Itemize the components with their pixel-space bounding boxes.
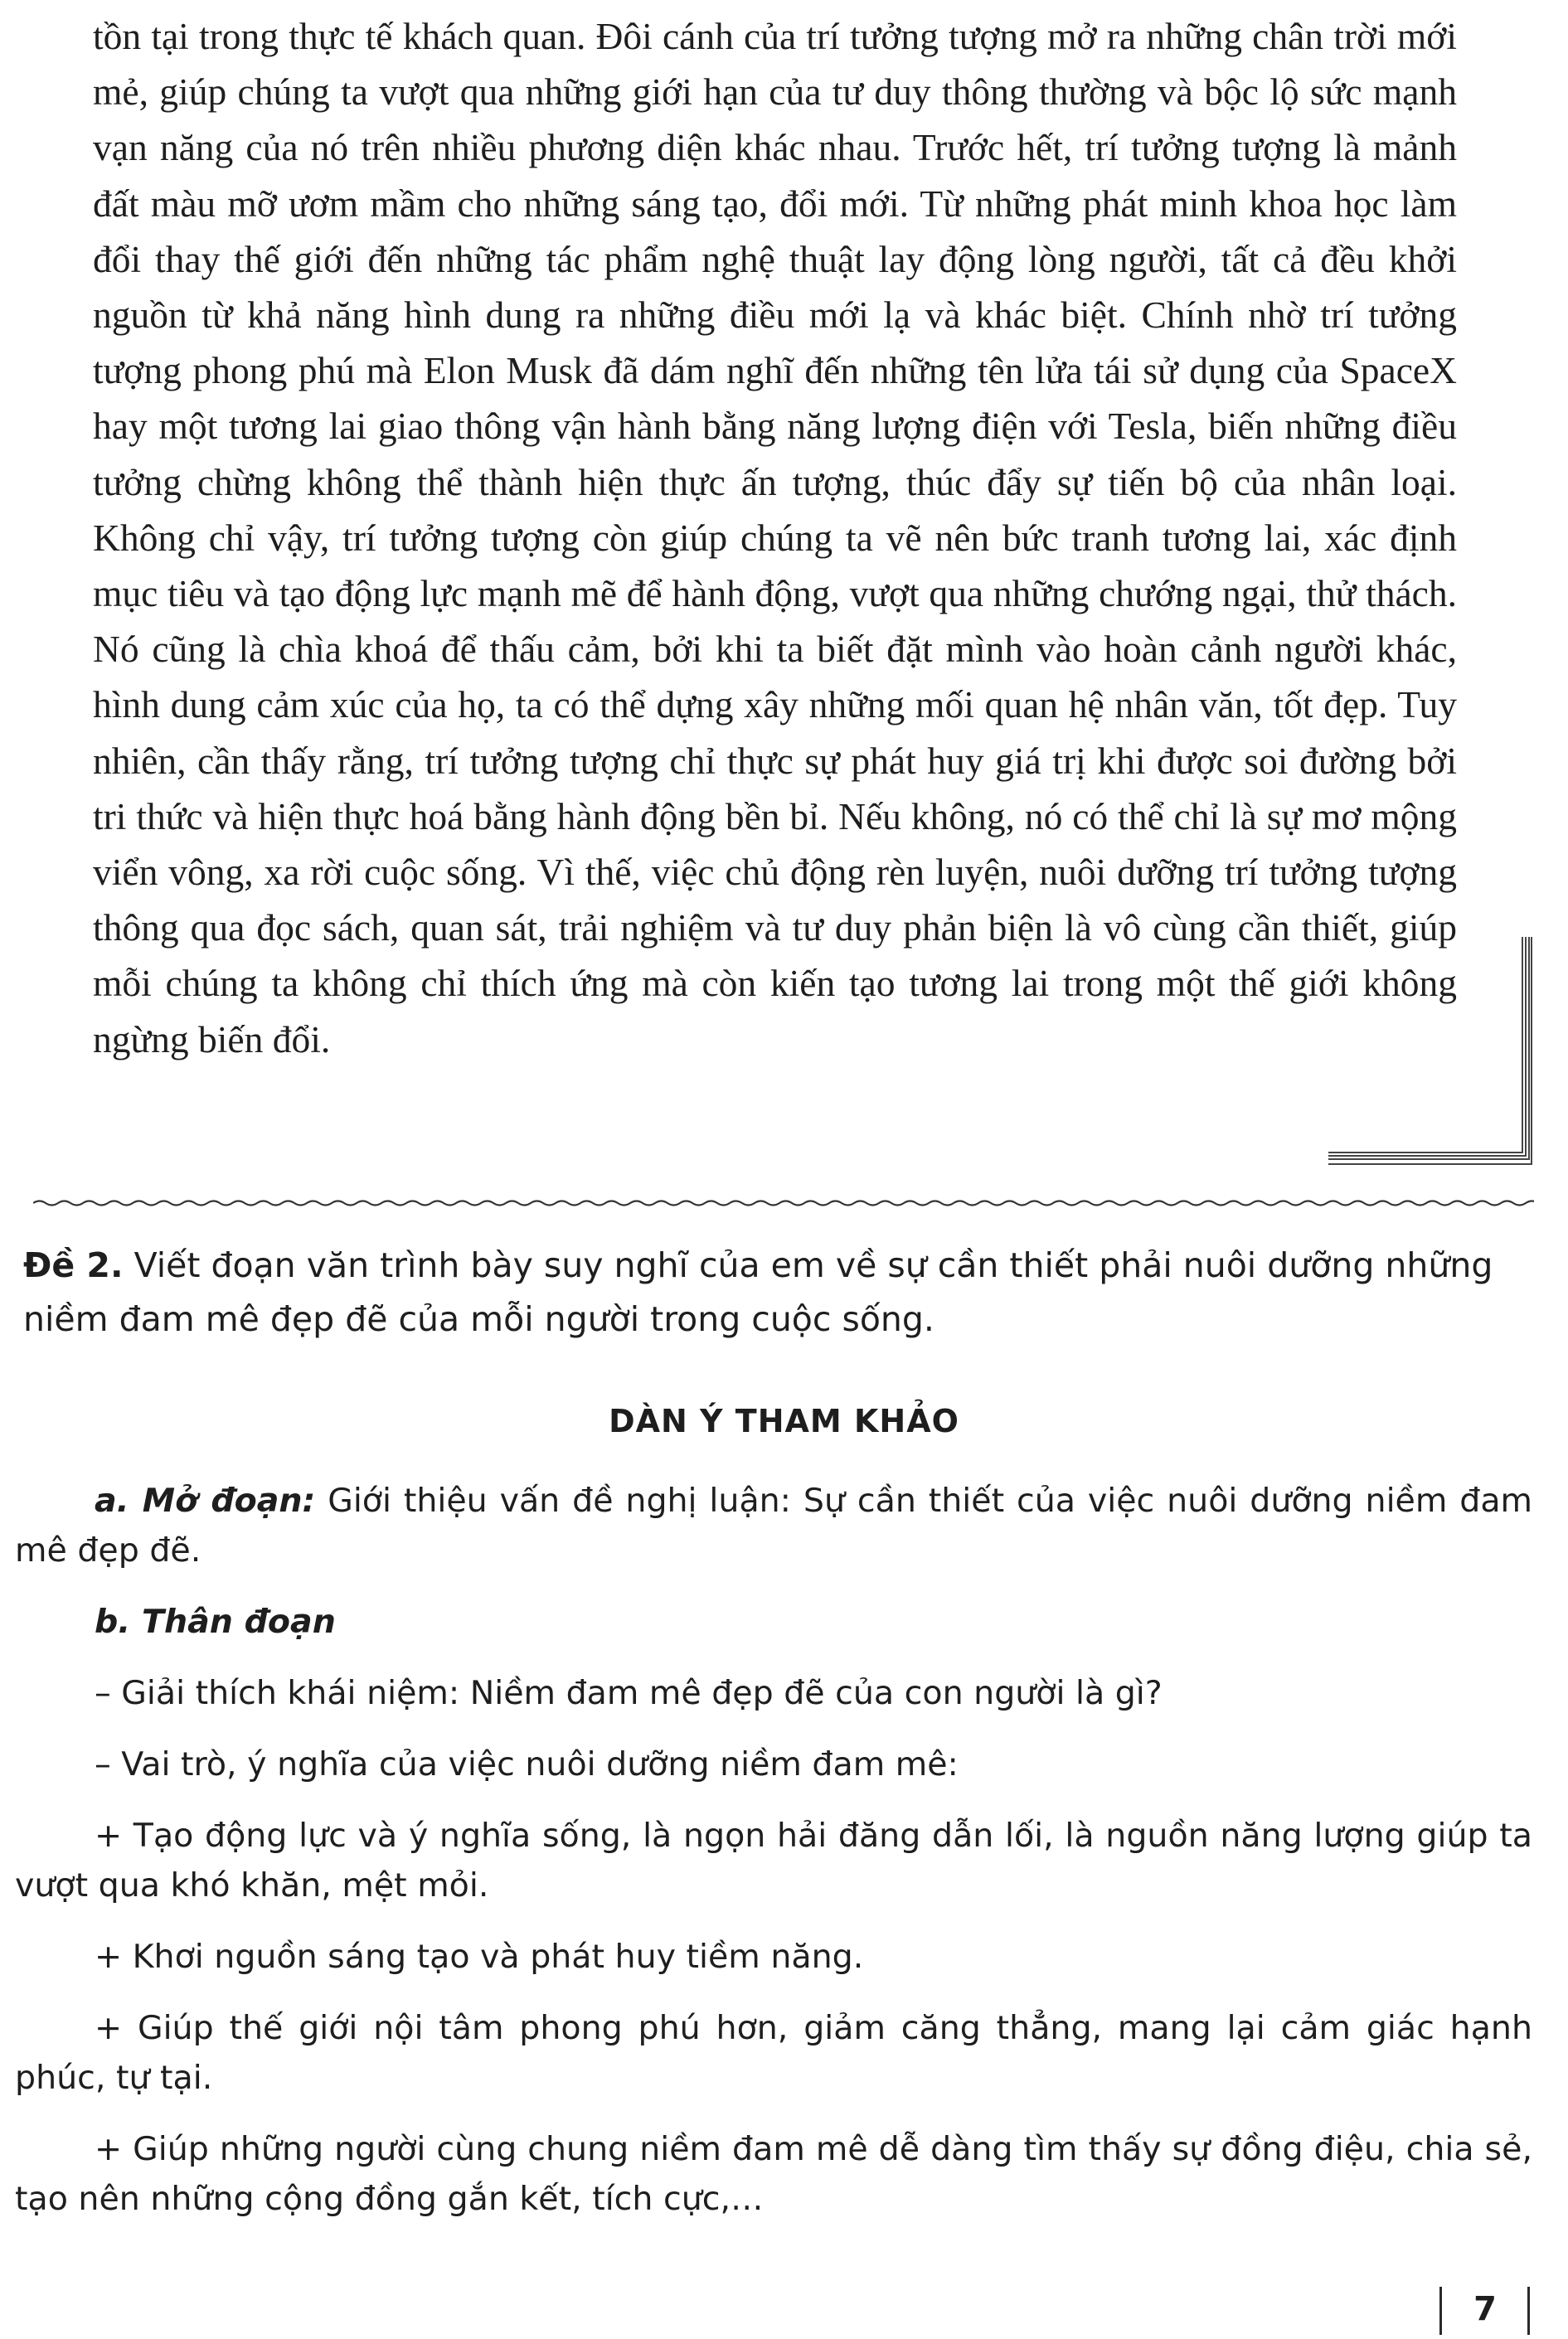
outline-item: + Giúp thế giới nội tâm phong phú hơn, giảm căng thẳng, mang lại cảm giác hạnh phúc, tự tại. <box>15 2009 1532 2097</box>
page-number-right-rule <box>1527 2287 1530 2335</box>
outline-item: – Vai trò, ý nghĩa của việc nuôi dưỡng niềm đam mê: <box>95 1745 959 1783</box>
corner-frame-decoration <box>1327 935 1532 1166</box>
page-number-box <box>1439 2287 1531 2337</box>
essay-passage <box>93 8 1457 1067</box>
body-label: b. Thân đoạn <box>95 1603 336 1641</box>
outline-item: + Tạo động lực và ý nghĩa sống, là ngọn hải đăng dẫn lối, là nguồn năng lượng giúp ta vượt qua khó khăn, mệt mỏi. <box>15 1817 1532 1905</box>
prompt-text: Viết đoạn văn trình bày suy nghĩ của em về sự cần thiết phải nuôi dưỡng những niềm đam mê đẹp đẽ của mỗi người trong cuộc sống. <box>23 1245 1493 1339</box>
outline-heading: DÀN Ý THAM KHẢO <box>609 1403 959 1439</box>
essay-paragraph: tồn tại trong thực tế khách quan. Đôi cánh của trí tưởng tượng mở ra những chân trời mới mẻ, giúp chúng ta vượt qua những giới hạn của tư duy thông thường và bộc lộ sức mạnh vạn năng của nó trên nhiều phương diện khác nhau. Trước hết, trí tưởng tượng là mảnh đất màu mỡ ươm mầm cho những sáng tạo, đổi mới. Từ những phát minh khoa học làm đổi thay thế giới đến những tác phẩm nghệ thuật lay động lòng người, tất cả đều khởi nguồn từ khả năng hình dung ra những điều mới lạ và khác biệt. Chính nhờ trí tưởng tượng phong phú mà Elon Musk đã dám nghĩ đến những tên lửa tái sử dụng của SpaceX hay một tương lai giao thông vận hành bằng năng lượng điện với Tesla, biến những điều tưởng chừng không thể thành hiện thực ấn tượng, thúc đẩy sự tiến bộ của nhân loại. Không chỉ vậy, trí tưởng tượng còn giúp chúng ta vẽ nên bức tranh tương lai, xác định mục tiêu và tạo động lực mạnh mẽ để hành động, vượt qua những chướng ngại, thử thách. Nó cũng là chìa khoá để thấu cảm, bởi khi ta biết đặt mình vào hoàn cảnh người khác, hình dung cảm xúc của họ, ta có thể dựng xây những mối quan hệ nhân văn, tốt đẹp. Tuy nhiên, cần thấy rằng, trí tưởng tượng chỉ thực sự phát huy giá trị khi được soi đường bởi tri thức và hiện thực hoá bằng hành động bền bỉ. Nếu không, nó có thể chỉ là sự mơ mộng viển vông, xa rời cuộc sống. Vì thế, việc chủ động rèn luyện, nuôi dưỡng trí tưởng tượng thông qua đọc sách, quan sát, trải nghiệm và tư duy phản biện là vô cùng cần thiết, giúp mỗi chúng ta không chỉ thích ứng mà còn kiến tạo tương lai trong một thế giới không ngừng biến đổi. <box>93 15 1457 1060</box>
outline-item: + Khơi nguồn sáng tạo và phát huy tiềm năng. <box>95 1938 864 1976</box>
outline-content <box>15 1476 1532 2245</box>
page-number: 7 <box>1473 2290 1497 2328</box>
outline-item: + Giúp những người cùng chung niềm đam mê dễ dàng tìm thấy sự đồng điệu, chia sẻ, tạo nên những cộng đồng gắn kết, tích cực,… <box>15 2130 1532 2218</box>
outline-body-heading <box>15 1597 1532 1647</box>
outline-item: – Giải thích khái niệm: Niềm đam mê đẹp đẽ của con người là gì? <box>95 1674 1163 1712</box>
intro-label: a. Mở đoạn: <box>95 1482 316 1520</box>
page-number-left-rule <box>1439 2287 1442 2335</box>
intro-text: Giới thiệu vấn đề nghị luận: Sự cần thiết của việc nuôi dưỡng niềm đam mê đẹp đẽ. <box>15 1482 1532 1570</box>
wavy-divider <box>33 1191 1534 1216</box>
exercise-prompt <box>23 1239 1532 1347</box>
outline-intro <box>15 1476 1532 1575</box>
prompt-number: Đề 2. <box>23 1245 124 1285</box>
